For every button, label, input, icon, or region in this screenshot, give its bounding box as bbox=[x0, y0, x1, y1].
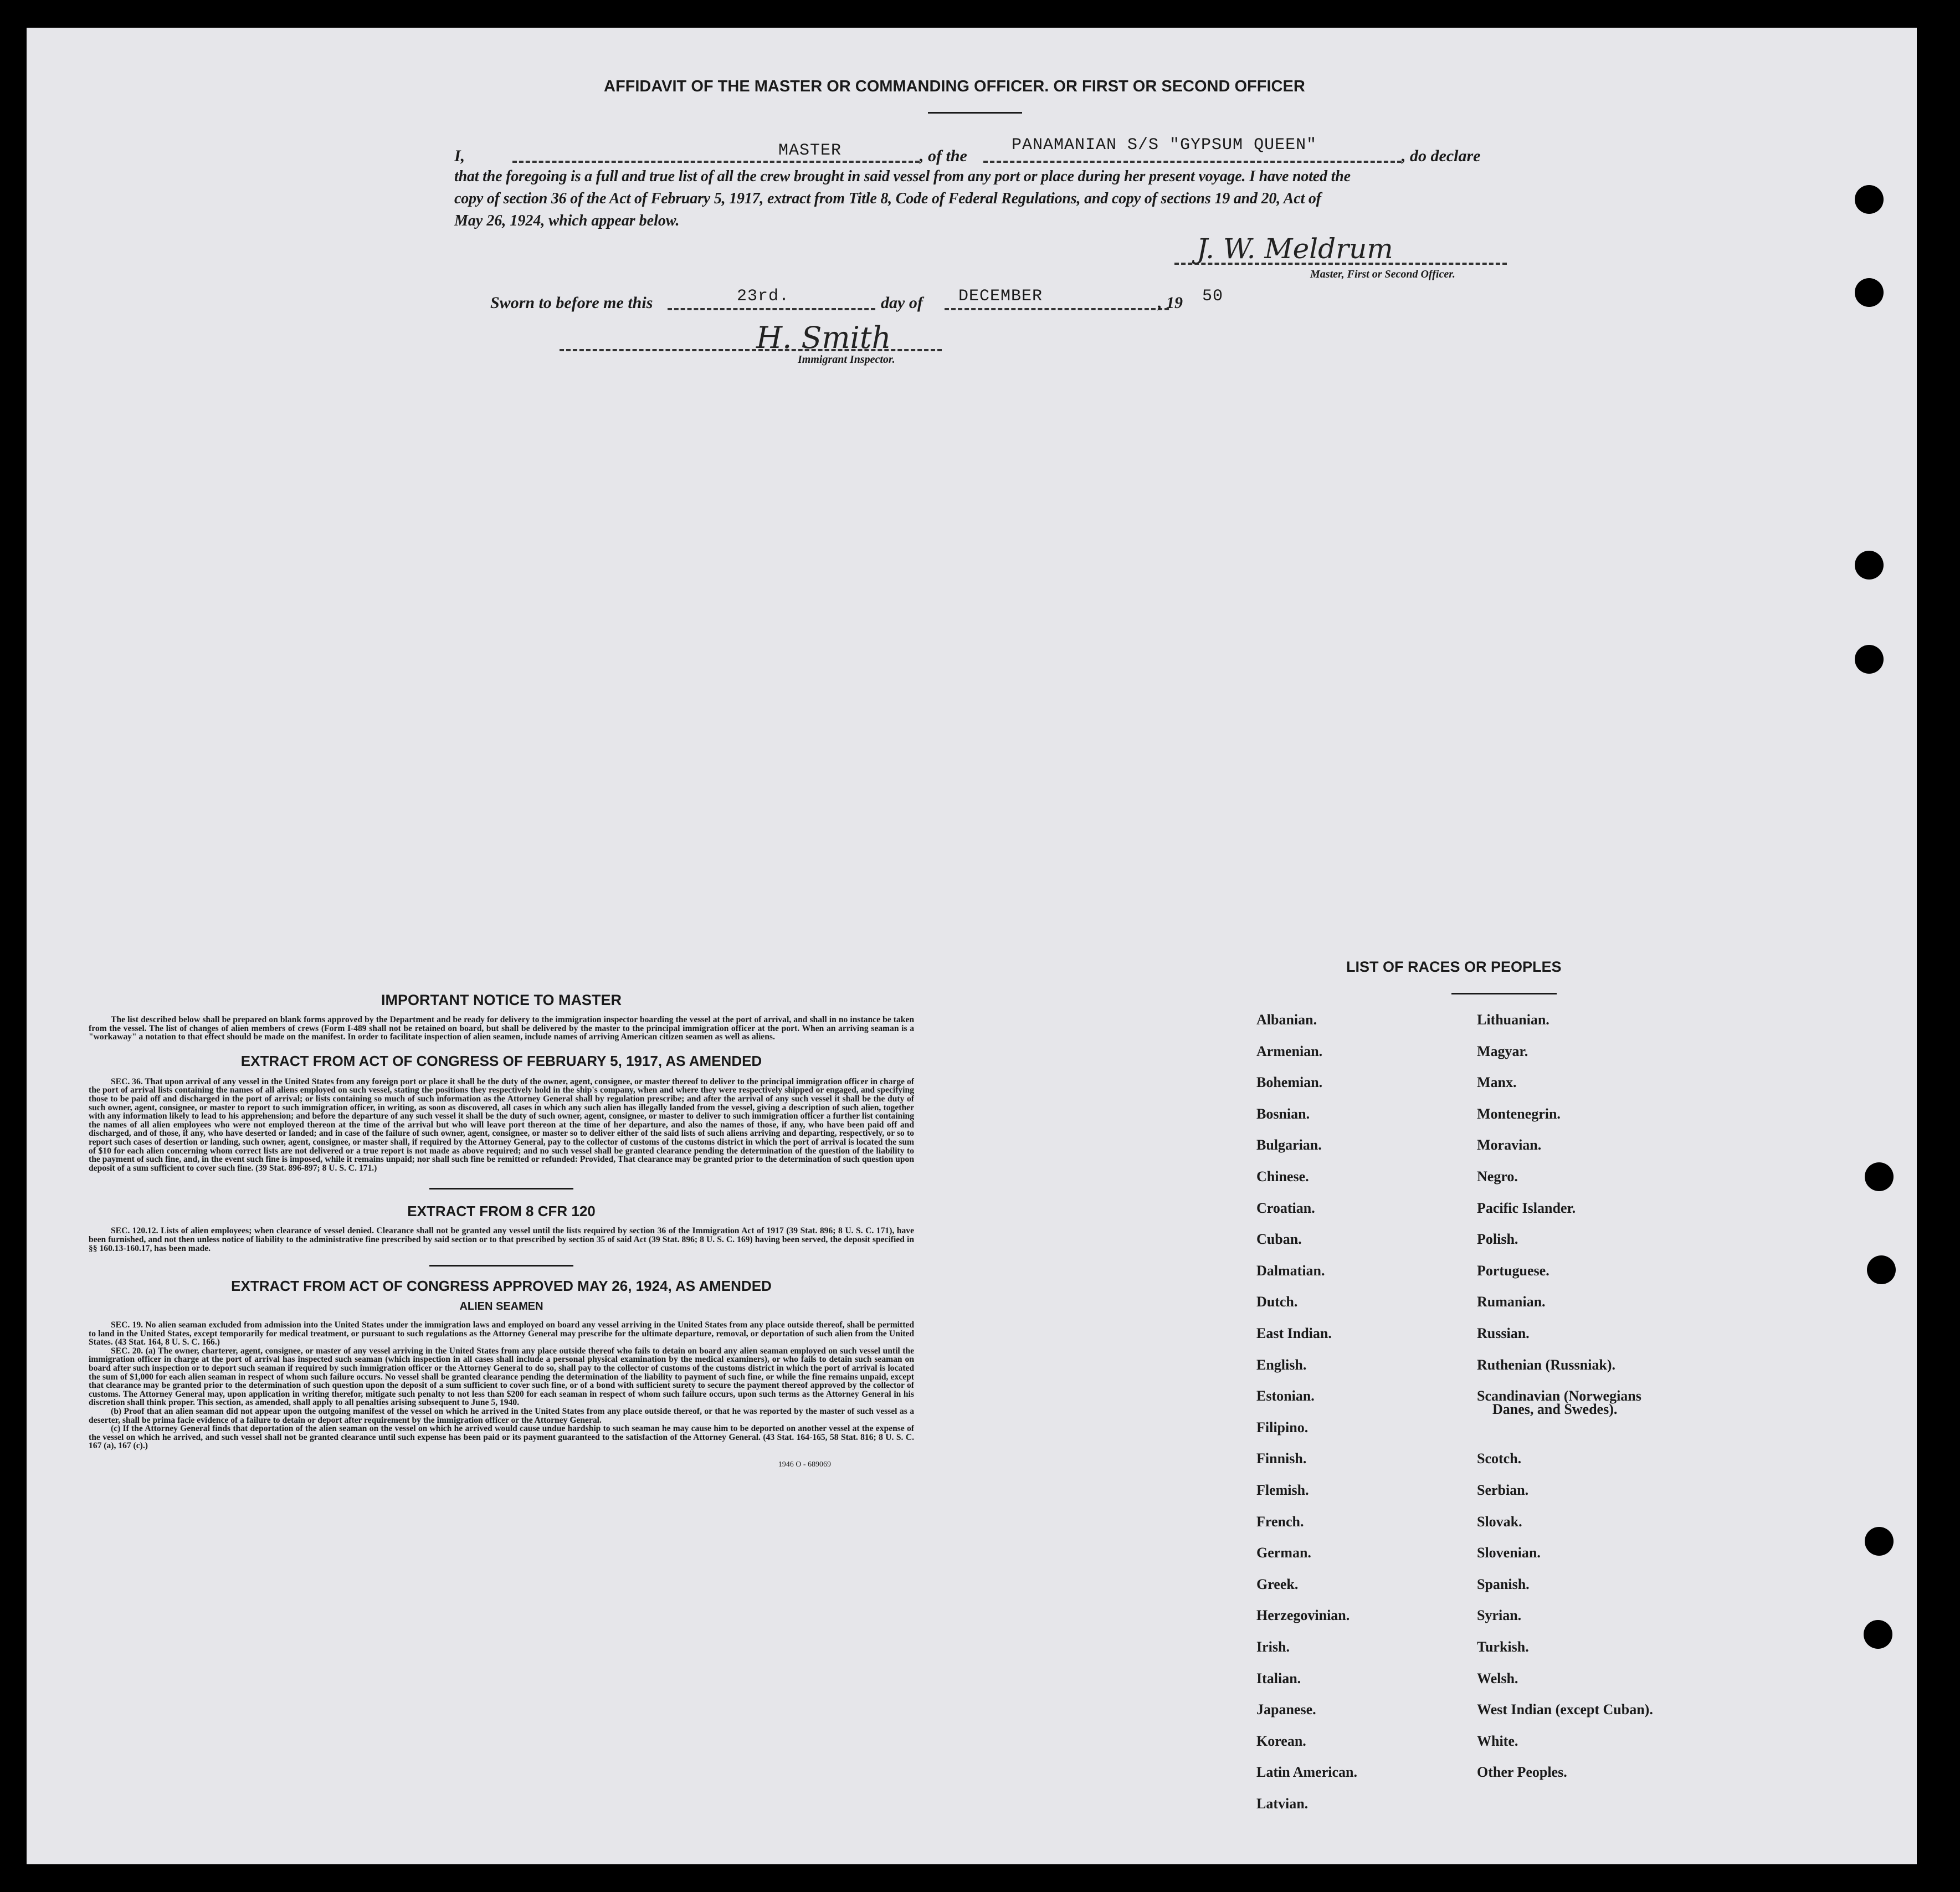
races-title-rule bbox=[1451, 993, 1557, 994]
punch-hole bbox=[1864, 1620, 1892, 1649]
section-divider bbox=[429, 1265, 573, 1267]
race-item: Magyar. bbox=[1477, 1043, 1528, 1059]
race-item: Italian. bbox=[1256, 1670, 1301, 1686]
punch-hole bbox=[1855, 551, 1884, 580]
race-item: Estonian. bbox=[1256, 1388, 1315, 1404]
race-item: Finnish. bbox=[1256, 1450, 1307, 1467]
punch-hole bbox=[1855, 278, 1884, 307]
affidavit-title: AFFIDAVIT OF THE MASTER OR COMMANDING OFFICER. OR FIRST OR SECOND OFFICER bbox=[604, 78, 1305, 95]
punch-hole bbox=[1855, 645, 1884, 674]
month-field: DECEMBER bbox=[958, 287, 1043, 306]
race-item: Croatian. bbox=[1256, 1199, 1315, 1216]
race-item: Greek. bbox=[1256, 1576, 1299, 1592]
race-item: Albanian. bbox=[1256, 1012, 1317, 1028]
race-item: Serbian. bbox=[1477, 1482, 1529, 1498]
race-item: Danes, and Swedes). bbox=[1492, 1401, 1618, 1418]
legal-notices bbox=[89, 992, 914, 1469]
extract-1917-title: EXTRACT FROM ACT OF CONGRESS OF FEBRUARY 5, 1917, AS AMENDED bbox=[240, 1052, 762, 1069]
year-prefix: , 19 bbox=[1158, 294, 1183, 312]
race-item: Lithuanian. bbox=[1477, 1012, 1549, 1028]
race-item: Welsh. bbox=[1477, 1670, 1518, 1686]
race-item: Other Peoples. bbox=[1477, 1764, 1567, 1781]
master-caption: Master, First or Second Officer. bbox=[1310, 268, 1455, 280]
race-item: Irish. bbox=[1256, 1639, 1290, 1655]
notice-body: The list described below shall be prepared on blank forms approved by the Department and be ready for delivery to the immigration inspector boarding the vessel at the port of arrival, and shall in no instance be taken from the vessel. The list of changes of alien members of crews (Form I-489 shall not be retained on board, but shall be delivered by the master to the principal immigration officer at the port. When an arriving seaman is a "workaway" a notation to that effect should be made on the manifest. In order to facilitate inspection of alien seamen, include names of arriving American citizen seamen as well as aliens. bbox=[89, 1015, 914, 1042]
rank-line bbox=[512, 161, 920, 163]
section-divider bbox=[429, 1188, 573, 1189]
extract-1924-title: EXTRACT FROM ACT OF CONGRESS APPROVED MAY 26, 1924, AS AMENDED bbox=[231, 1278, 772, 1295]
race-item: French. bbox=[1256, 1513, 1304, 1530]
race-item: Scandinavian (Norwegians bbox=[1477, 1388, 1641, 1404]
race-item: Portuguese. bbox=[1477, 1262, 1549, 1279]
notice-title: IMPORTANT NOTICE TO MASTER bbox=[381, 992, 622, 1008]
race-item: Syrian. bbox=[1477, 1607, 1522, 1624]
i-label: I, bbox=[454, 147, 465, 165]
sec-20c-body: (c) If the Attorney General finds that deportation of the alien seaman on the vessel on which he arrived would cause undue hardship to such seaman he may cause him to be deported on another vessel at the expense of the vessel on which he arrived, and such vessel shall not be granted clearance until such expense has been paid or its payment guaranteed to the satisfaction of the Attorney General. (43 Stat. 164-165, 58 Stat. 816; 8 U. S. C. 167 (a), 167 (c).) bbox=[89, 1424, 914, 1451]
sec-20a-body: SEC. 20. (a) The owner, charterer, agent, consignee, or master of any vessel arriving in the United States from any place outside thereof who fails to detain on board any alien seaman employed on such vessel until the immigration officer in charge at the port of arrival has inspected such seaman (which inspection in all cases shall include a personal physical examination by the medical examiners), or who fails to detain such seaman on board after such inspection or to deport such seaman if required by such immigration officer or the Attorney General to do so, shall pay to the collector of customs of the customs district in which the port of arrival is located the sum of $1,000 for each alien seaman in respect of whom such failure occurs. No vessel shall be granted clearance pending the determination of the liability to payment of such fine, or while the fine remains unpaid, except that clearance may be granted prior to the determination of such question upon the deposit of a sum sufficient to cover such fine, or of a bond with sufficient surety to secure the payment thereof approved by the collector of customs. The Attorney General may, upon application in writing therefor, mitigate such penalty to not less than $200 for each seaman in respect of whom such failure occurs, upon such terms as the Attorney General in his discretion shall think proper. This section, as amended, shall apply to all penalties arising subsequent to June 5, 1940. bbox=[89, 1346, 914, 1408]
race-item: Flemish. bbox=[1256, 1482, 1309, 1498]
race-item: Slovenian. bbox=[1477, 1545, 1541, 1561]
race-item: Korean. bbox=[1256, 1732, 1306, 1749]
race-item: Latvian. bbox=[1256, 1796, 1309, 1812]
race-item: Bosnian. bbox=[1256, 1105, 1310, 1122]
race-item: Rumanian. bbox=[1477, 1294, 1546, 1310]
inspector-signature: H. Smith bbox=[756, 320, 891, 355]
race-item: Spanish. bbox=[1477, 1576, 1530, 1592]
race-item: German. bbox=[1256, 1545, 1311, 1561]
inspector-caption: Immigrant Inspector. bbox=[798, 353, 895, 366]
race-item: Latin American. bbox=[1256, 1764, 1357, 1781]
race-item: Dalmatian. bbox=[1256, 1262, 1325, 1279]
affidavit-line-4: May 26, 1924, which appear below. bbox=[454, 212, 680, 229]
race-item: West Indian (except Cuban). bbox=[1477, 1701, 1653, 1718]
race-item: East Indian. bbox=[1256, 1325, 1332, 1341]
punch-hole bbox=[1855, 185, 1884, 214]
sworn-label: Sworn to before me this bbox=[490, 294, 653, 312]
race-item: Cuban. bbox=[1256, 1231, 1302, 1248]
day-field: 23rd. bbox=[737, 287, 790, 306]
race-item: Dutch. bbox=[1256, 1294, 1298, 1310]
sec-19-body: SEC. 19. No alien seaman excluded from admission into the United States under the immigration laws and employed on board any vessel arriving in the United States from any place outside thereof, shall be permitted to land in the United States, except temporarily for medical treatment, or pursuant to such regulations as the Attorney General may prescribe for the ultimate departure, removal, or deportation of such alien from the United States. (43 Stat. 164, 8 U. S. C. 166.) bbox=[89, 1320, 914, 1347]
race-item: Chinese. bbox=[1256, 1168, 1309, 1185]
races-title: LIST OF RACES OR PEOPLES bbox=[1346, 958, 1562, 975]
race-item: Ruthenian (Russniak). bbox=[1477, 1356, 1615, 1373]
punch-hole bbox=[1867, 1255, 1896, 1284]
race-item: White. bbox=[1477, 1732, 1518, 1749]
day-line bbox=[668, 308, 875, 310]
punch-hole bbox=[1865, 1527, 1894, 1556]
race-item: Armenian. bbox=[1256, 1043, 1323, 1059]
day-of-label: day of bbox=[881, 294, 923, 312]
vessel-line bbox=[983, 161, 1402, 163]
race-item: Slovak. bbox=[1477, 1513, 1522, 1530]
race-item: Scotch. bbox=[1477, 1450, 1522, 1467]
race-item: Bohemian. bbox=[1256, 1074, 1323, 1091]
race-item: Moravian. bbox=[1477, 1137, 1542, 1153]
race-item: Japanese. bbox=[1256, 1701, 1316, 1718]
extract-cfr-body: SEC. 120.12. Lists of alien employees; when clearance of vessel denied. Clearance shall not be granted any vessel until the lists required by section 36 of the Immigration Act of 1917 (39 Stat. 896; 8 U. S. C. 171), have been furnished, and not then unless notice of liability to the administrative fine prescribed by said section or to that prescribed by section 35 of said Act (39 Stat. 896; 8 U. S. C. 169) having been served, the deposit specified in §§ 160.13-160.17, has been made. bbox=[89, 1226, 914, 1253]
race-item: Russian. bbox=[1477, 1325, 1530, 1341]
of-the-label: , of the bbox=[920, 147, 967, 165]
race-item: Herzegovinian. bbox=[1256, 1607, 1350, 1624]
affidavit-line-3: copy of section 36 of the Act of February 5, 1917, extract from Title 8, Code of Federal Regulations, and copy of sections 19 and 20, Act of bbox=[454, 190, 1321, 207]
race-item: Filipino. bbox=[1256, 1419, 1309, 1435]
race-item: Montenegrin. bbox=[1477, 1105, 1561, 1122]
affidavit-line-2: that the foregoing is a full and true list of all the crew brought in said vessel from any port or place during her present voyage. I have noted the bbox=[454, 168, 1351, 185]
print-code: 1946 O - 689069 bbox=[778, 1460, 831, 1469]
month-line bbox=[945, 308, 1169, 310]
extract-1924-subtitle: ALIEN SEAMEN bbox=[459, 1300, 543, 1313]
extract-cfr-title: EXTRACT FROM 8 CFR 120 bbox=[407, 1203, 596, 1220]
race-item: Bulgarian. bbox=[1256, 1137, 1322, 1153]
race-item: Pacific Islander. bbox=[1477, 1199, 1576, 1216]
year-field: 50 bbox=[1202, 287, 1224, 306]
sec-20b-body: (b) Proof that an alien seaman did not appear upon the outgoing manifest of the vessel on which he arrived in the United States from any place outside thereof, or that he was reported by the master of such vessel as a deserter, shall be prima facie evidence of a failure to detain or deport after requirement by the immigration officer or the Attorney General. bbox=[89, 1407, 914, 1425]
rank-field: MASTER bbox=[778, 141, 842, 160]
extract-1917-body: SEC. 36. That upon arrival of any vessel in the United States from any foreign port or place it shall be the duty of the owner, agent, consignee, or master thereof to deliver to the principal immigration officer in charge of the port of arrival lists containing the names of all aliens employed on such vessel, stating the positions they respectively hold in the ship's company, when and where they were respectively shipped or engaged, and specifying those to be paid off and discharged in the port of arrival; or lists containing so much of such information as the Attorney General shall by regulation prescribe; and after the arrival of any such vessel it shall be the duty of such owner, agent, consignee, or master to report to such immigration officer, in writing, as soon as discovered, all cases in which any such alien has illegally landed from the vessel, giving a description of such alien, together with any information likely to lead to his apprehension; and before the departure of any such vessel it shall be the duty of such owner, agent, consignee, or master to deliver to such immigration officer a further list containing the names of all alien employees who were not employed thereon at the time of the arrival but who will leave port thereon at the time of her departure, and also the names of those, if any, who have been paid off and discharged, and of those, if any, who have deserted or landed; and in case of the failure of such owner, agent, consignee, or master so to deliver either of the said lists of such aliens arriving and departing, respectively, or so to report such cases of desertion or landing, such owner, agent, consignee, or master shall, if required by the Attorney General, pay to the collector of customs of the customs district in which the port of arrival is located the sum of $10 for each alien concerning whom correct lists are not delivered or a true report is not made as above required; and no such vessel shall be granted clearance pending the determination of the question of the liability to the payment of such fine, and, in the event such fine is imposed, while it remains unpaid; nor shall such fine be remitted or refunded: Provided, That clearance may be granted prior to the determination of such question upon deposit of a sum sufficient to cover such fine. (39 Stat. 896-897; 8 U. S. C. 171.) bbox=[89, 1076, 914, 1173]
do-declare-label: , do declare bbox=[1402, 147, 1481, 165]
race-item: English. bbox=[1256, 1356, 1307, 1373]
race-item: Turkish. bbox=[1477, 1639, 1529, 1655]
title-rule bbox=[928, 112, 1022, 114]
vessel-field: PANAMANIAN S/S "GYPSUM QUEEN" bbox=[1012, 136, 1317, 155]
race-item: Polish. bbox=[1477, 1231, 1518, 1248]
master-signature: J. W. Meldrum bbox=[1197, 233, 1393, 265]
punch-hole bbox=[1865, 1162, 1894, 1191]
race-item: Negro. bbox=[1477, 1168, 1518, 1185]
race-item: Manx. bbox=[1477, 1074, 1517, 1091]
